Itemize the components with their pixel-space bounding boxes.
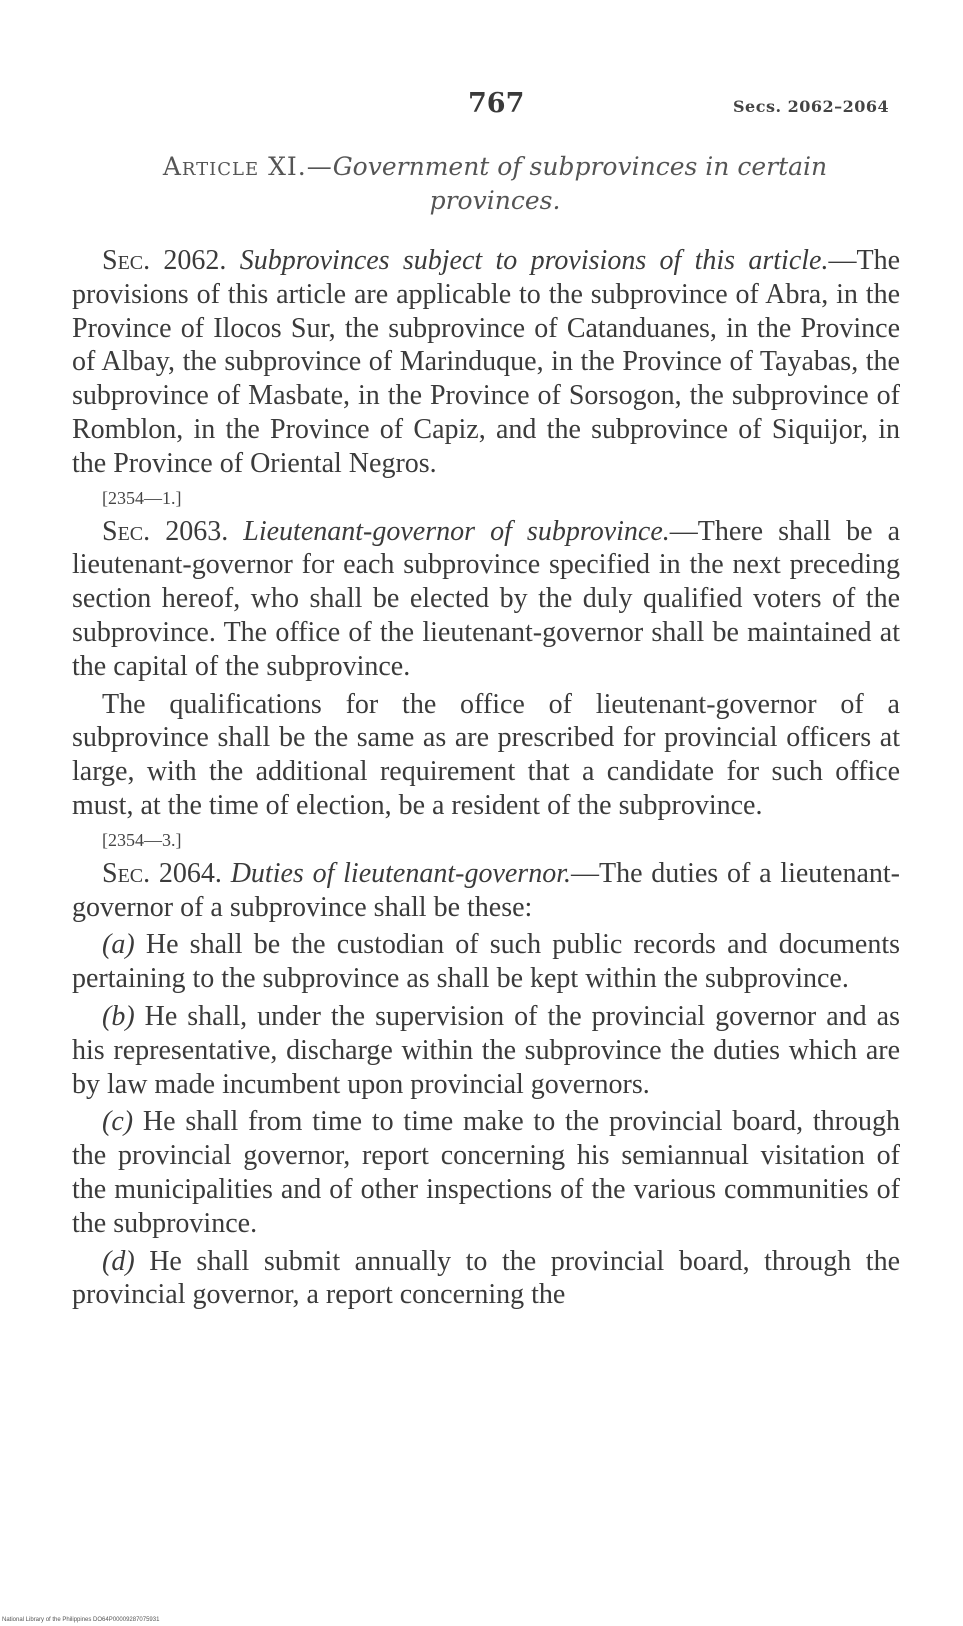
item-label: (d) bbox=[102, 1245, 135, 1277]
section-number: Sec. 2063. bbox=[102, 515, 229, 547]
section-text: —The provisions of this article are applicable to the subprovince of Abra, in the Province of Ilocos Sur, the subprovince of Catanduanes, in the Province of Albay, the subprovince of Marinduque, in the Province of Tayabas, the subprovince of Masbate, in the Province of Sorsogon, the subprovince of Romblon, in the Province of Capiz, and the subprovince of Siquijor, in the Province of Oriental Negros. bbox=[72, 245, 900, 479]
source-reference: [2354—3.] bbox=[102, 829, 182, 850]
article-title: Government of subprovinces in certain provinces. bbox=[332, 152, 828, 215]
item-text: He shall be the custodian of such public records and documents pertaining to the subprovince as shall be kept within the subprovince. bbox=[72, 929, 900, 995]
duty-item-d bbox=[72, 1245, 900, 1313]
item-label: (a) bbox=[102, 929, 135, 961]
article-heading bbox=[100, 150, 890, 218]
item-label: (c) bbox=[102, 1106, 134, 1138]
duty-item-a bbox=[72, 928, 900, 996]
section-2063 bbox=[72, 515, 900, 684]
section-heading: Duties of lieutenant-governor. bbox=[230, 857, 571, 889]
item-label: (b) bbox=[102, 1000, 135, 1032]
article-label: Article XI.— bbox=[162, 152, 333, 181]
duty-item-b bbox=[72, 1000, 900, 1101]
section-range: Secs. 2062–2064 bbox=[733, 97, 890, 116]
section-heading: Subprovinces subject to provisions of this article. bbox=[239, 245, 829, 276]
section-number: Sec. 2062. bbox=[102, 245, 227, 276]
section-2063-paragraph-2: The qualifications for the office of lieutenant-governor of a subprovince shall be the same as are prescribed for provincial officers at large, with the additional requirement that a candidate for such office must, at the time of election, be a resident of the subprovince. bbox=[72, 688, 900, 821]
page-header bbox=[0, 88, 963, 128]
section-2062 bbox=[72, 244, 900, 481]
section-text: —There shall be a lieutenant-governor for each subprovince specified in the next preceding section hereof, who shall be elected by the duly qualified voters of the subprovince. The office of the lieutenant-governor shall be maintained at the capital of the subprovince. bbox=[72, 515, 900, 682]
item-text: He shall submit annually to the provincial board, through the provincial governor, a report concerning the bbox=[72, 1245, 900, 1311]
section-heading: Lieutenant-governor of subprovince. bbox=[243, 515, 670, 547]
section-2064 bbox=[72, 857, 900, 925]
scan-footer: National Library of the Philippines DO64P00009287075931 bbox=[2, 1617, 160, 1623]
source-reference: [2354—1.] bbox=[102, 487, 182, 508]
item-text: He shall, under the supervision of the provincial governor and as his representative, discharge within the subprovince the duties which are by law made incumbent upon provincial governors. bbox=[72, 1000, 900, 1100]
item-text: He shall from time to time make to the provincial board, through the provincial governor, report concerning his semiannual visitation of the municipalities and of other inspections of the various communities of the subprovince. bbox=[72, 1106, 900, 1239]
page-number: 767 bbox=[468, 88, 525, 119]
duty-item-c bbox=[72, 1105, 900, 1240]
document-body bbox=[72, 244, 900, 1312]
section-number: Sec. 2064. bbox=[102, 857, 222, 889]
section-text: —The duties of a lieutenant-governor of a subprovince shall be these: bbox=[72, 857, 901, 923]
